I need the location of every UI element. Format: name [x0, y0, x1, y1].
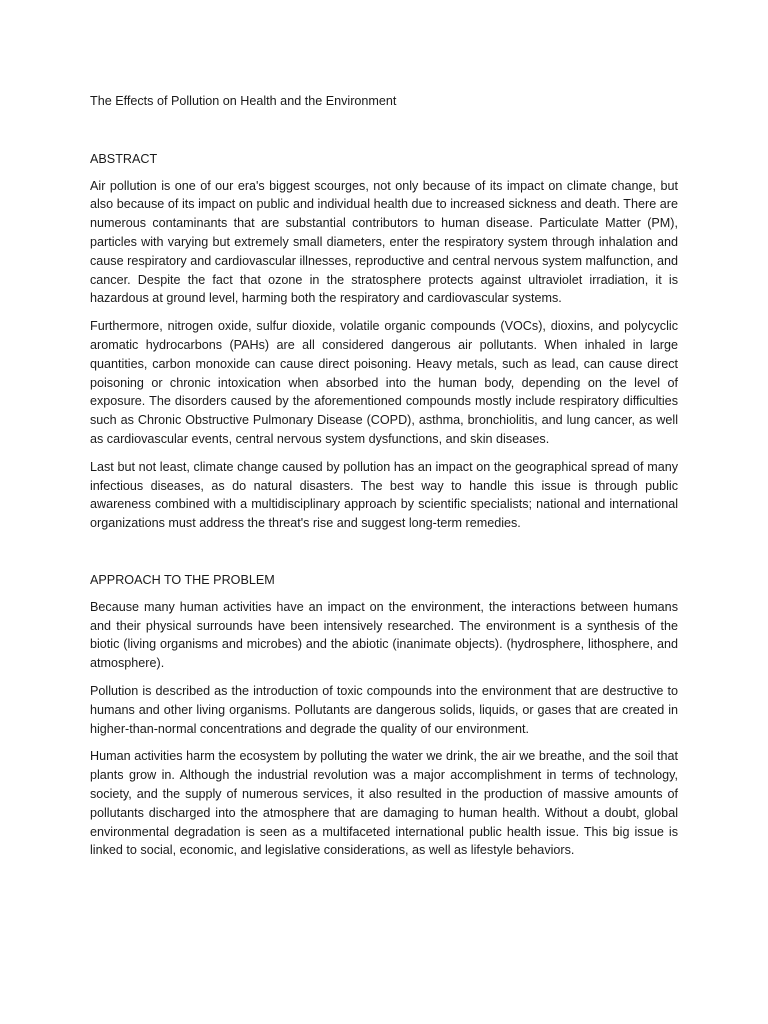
approach-paragraph-1: Because many human activities have an impact on the environment, the interactions between humans and their physical surrounds have been intensively researched. The environment is a synthesis of the biotic (living organisms and microbes) and the abiotic (inanimate objects). (hydrosphere, lithosphere, and atmosphere).: [90, 599, 678, 671]
abstract-section: [90, 150, 678, 533]
document-title: The Effects of Pollution on Health and the Environment: [90, 94, 397, 108]
abstract-paragraph-2: Furthermore, nitrogen oxide, sulfur dioxide, volatile organic compounds (VOCs), dioxins, and polycyclic aromatic hydrocarbons (PAHs) are all considered dangerous air pollutants. When inhaled in large quantities, carbon monoxide can cause direct poisoning. Heavy metals, such as lead, can cause direct poisoning or chronic intoxication when absorbed into the human body, depending on the level of exposure. The disorders caused by the aforementioned compounds mostly include respiratory difficulties such as Chronic Obstructive Pulmonary Disease (COPD), asthma, bronchiolitis, and lung cancer, as well as cardiovascular events, central nervous system dysfunctions, and skin diseases.: [90, 319, 678, 446]
abstract-paragraph-3: Last but not least, climate change caused by pollution has an impact on the geographical spread of many infectious diseases, as do natural disasters. The best way to handle this issue is through public awareness combined with a multidisciplinary approach by scientific specialists; national and international organizations must address the threat's rise and suggest long-term remedies.: [90, 459, 678, 531]
document-body: [90, 92, 678, 869]
approach-paragraph-3: Human activities harm the ecosystem by polluting the water we drink, the air we breathe, and the soil that plants grow in. Although the industrial revolution was a major accomplishment in terms of technology, society, and the supply of numerous services, it also resulted in the production of massive amounts of pollutants discharged into the atmosphere that are damaging to human health. Without a doubt, global environmental degradation is seen as a multifaceted international public health issue. This big issue is linked to social, economic, and legislative considerations, as well as lifestyle behaviors.: [90, 749, 678, 858]
approach-section: [90, 571, 678, 860]
abstract-paragraph-1: Air pollution is one of our era's biggest scourges, not only because of its impact on climate change, but also because of its impact on public and individual health due to increased sickness and death. There are numerous contaminants that are substantial contributors to human disease. Particulate Matter (PM), particles with varying but extremely small diameters, enter the respiratory system through inhalation and cause respiratory and cardiovascular illnesses, reproductive and central nervous system malfunction, and cancer. Despite the fact that ozone in the stratosphere protects against ultraviolet irradiation, it is hazardous at ground level, harming both the respiratory and cardiovascular systems.: [90, 178, 678, 306]
section-heading-approach: APPROACH TO THE PROBLEM: [90, 572, 275, 587]
approach-paragraph-2: Pollution is described as the introduction of toxic compounds into the environment that are destructive to humans and other living organisms. Pollutants are dangerous solids, liquids, or gases that are created in higher-than-normal concentrations and degrade the quality of our environment.: [90, 683, 678, 736]
section-heading-abstract: ABSTRACT: [90, 151, 158, 166]
